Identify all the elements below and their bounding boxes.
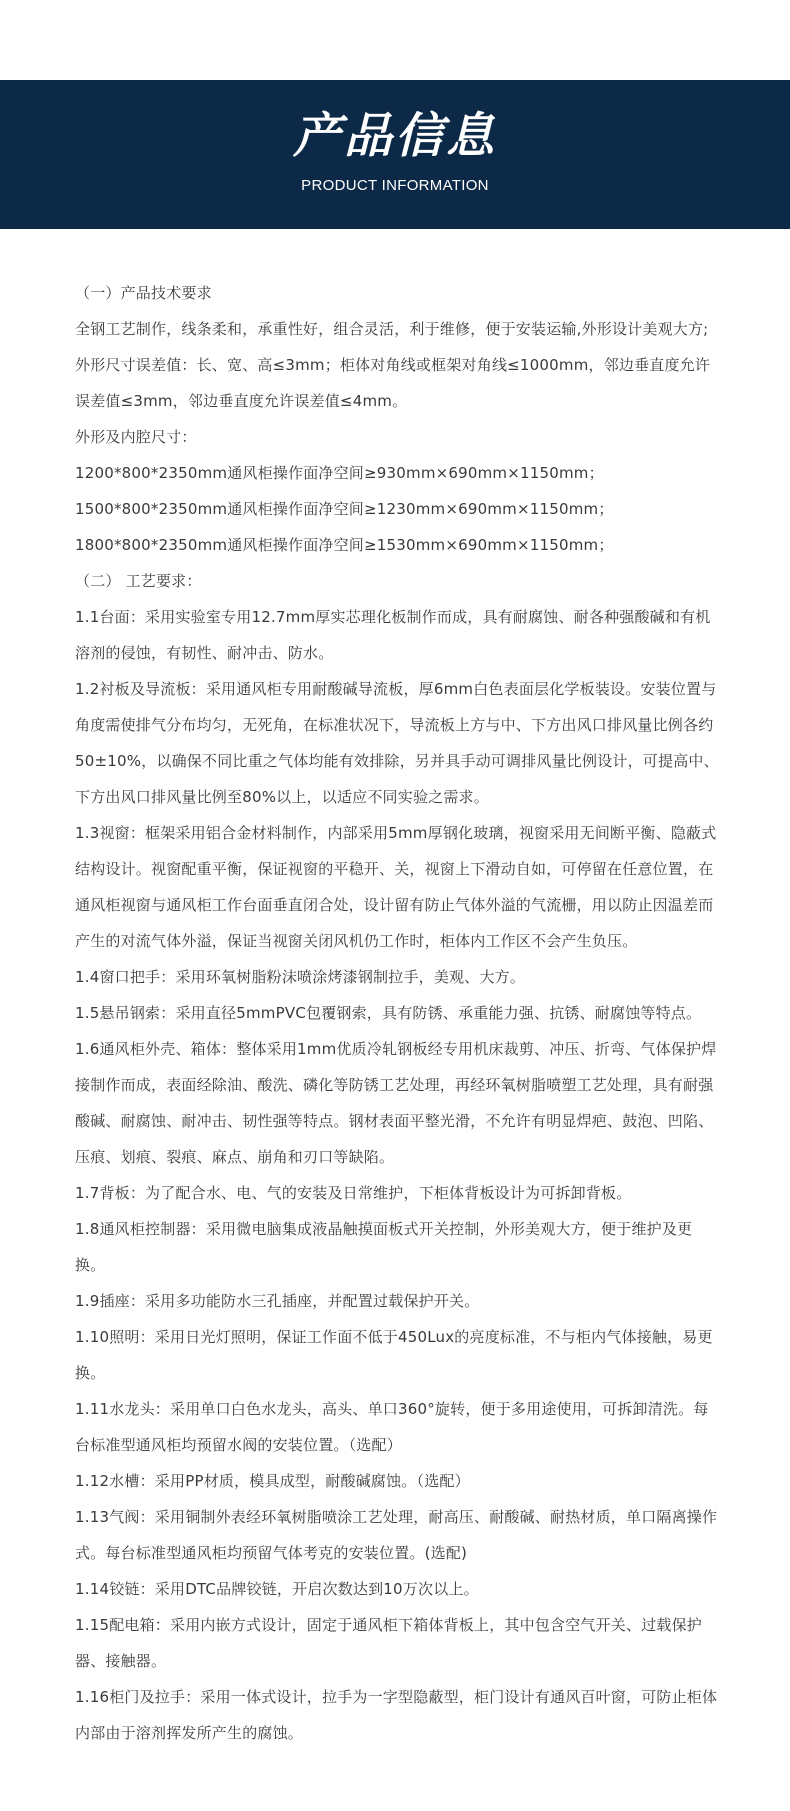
spec-item-sash: 1.3视窗：框架采用铝合金材料制作，内部采用5mm厚钢化玻璃，视窗采用无间断平衡、隐蔽式结构设计。视窗配重平衡，保证视窗的平稳开、关，视窗上下滑动自如，可停留在任意位置，在通风柜视窗与通风柜工作台面垂直闭合处，设计留有防止气体外溢的气流栅，用以防止因温差而产生的对流气体外溢，保证当视窗关闭风机仍工作时，柜体内工作区不会产生负压。	[75, 824, 717, 950]
product-spec-body	[0, 229, 790, 1751]
spec-item-socket: 1.9插座：采用多功能防水三孔插座，并配置过载保护开关。	[75, 1292, 480, 1310]
top-whitespace	[0, 0, 790, 80]
spec-item-gas-valve: 1.13气阀：采用铜制外表经环氧树脂喷涂工艺处理，耐高压、耐酸碱、耐热材质，单口隔离操作式。每台标准型通风柜均预留气体考克的安装位置。(选配)	[75, 1508, 718, 1562]
spec-item-cable: 1.5悬吊钢索：采用直径5mmPVC包覆钢索，具有防锈、承重能力强、抗锈、耐腐蚀等特点。	[75, 1004, 702, 1022]
banner-title: 产品信息	[292, 108, 497, 164]
spec-item-lighting: 1.10照明：采用日光灯照明，保证工作面不低于450Lux的亮度标准，不与柜内气体接触，易更换。	[75, 1328, 713, 1382]
spec-item-distribution-box: 1.15配电箱：采用内嵌方式设计，固定于通风柜下箱体背板上，其中包含空气开关、过载保护器、接触器。	[75, 1616, 703, 1670]
spec-item-controller: 1.8通风柜控制器：采用微电脑集成液晶触摸面板式开关控制，外形美观大方，便于维护及更换。	[75, 1220, 693, 1274]
spec-item-door-handle: 1.16柜门及拉手：采用一体式设计，拉手为一字型隐蔽型，柜门设计有通风百叶窗，可防止柜体内部由于溶剂挥发所产生的腐蚀。	[75, 1688, 718, 1742]
banner-subtitle: PRODUCT INFORMATION	[301, 177, 489, 194]
section-banner	[0, 80, 790, 229]
spec-item-backplate: 1.7背板：为了配合水、电、气的安装及日常维护，下柜体背板设计为可拆卸背板。	[75, 1184, 632, 1202]
spec-item-faucet: 1.11水龙头：采用单口白色水龙头，高头、单口360°旋转，便于多用途使用，可拆卸清洗。每台标准型通风柜均预留水阀的安装位置。（选配）	[75, 1400, 709, 1454]
spec-item-sink: 1.12水槽：采用PP材质，模具成型，耐酸碱腐蚀。（选配）	[75, 1472, 470, 1490]
spec-item-baffle: 1.2衬板及导流板：采用通风柜专用耐酸碱导流板，厚6mm白色表面层化学板装设。安装位置与角度需使排气分布均匀，无死角，在标准状况下，导流板上方与中、下方出风口排风量比例各约50±10%，以确保不同比重之气体均能有效排除，另并具手动可调排风量比例设计，可提高中、下方出风口排风量比例至80%以上，以适应不同实验之需求。	[75, 680, 719, 806]
dimension-line-1200: 1200*800*2350mm通风柜操作面净空间≥930mm×690mm×1150mm；	[75, 464, 604, 482]
spec-item-handle: 1.4窗口把手：采用环氧树脂粉沫喷涂烤漆钢制拉手，美观、大方。	[75, 968, 526, 986]
spec-item-countertop: 1.1台面：采用实验室专用12.7mm厚实芯理化板制作而成，具有耐腐蚀、耐各种强酸碱和有机溶剂的侵蚀，有韧性、耐冲击、防水。	[75, 608, 711, 662]
spec-item-hinge: 1.14铰链：采用DTC品牌铰链，开启次数达到10万次以上。	[75, 1580, 479, 1598]
spec-item-shell: 1.6通风柜外壳、箱体：整体采用1mm优质冷轧钢板经专用机床裁剪、冲压、折弯、气体保护焊接制作而成，表面经除油、酸洗、磷化等防锈工艺处理，再经环氧树脂喷塑工艺处理，具有耐强酸碱、耐腐蚀、耐冲击、韧性强等特点。钢材表面平整光滑，不允许有明显焊疤、鼓泡、凹陷、压痕、划痕、裂痕、麻点、崩角和刃口等缺陷。	[75, 1040, 717, 1166]
spec-paragraph-general: 全钢工艺制作，线条柔和，承重性好，组合灵活，利于维修，便于安装运输,外形设计美观大方;外形尺寸误差值：长、宽、高≤3mm；柜体对角线或框架对角线≤1000mm，邻边垂直度允许误差值≤3mm，邻边垂直度允许误差值≤4mm。	[75, 320, 711, 410]
dimensions-heading: 外形及内腔尺寸：	[75, 428, 197, 446]
section-heading-process: （二） 工艺要求：	[75, 572, 202, 590]
dimension-line-1800: 1800*800*2350mm通风柜操作面净空间≥1530mm×690mm×1150mm；	[75, 536, 614, 554]
section-heading-tech: （一）产品技术要求	[75, 284, 212, 302]
dimension-line-1500: 1500*800*2350mm通风柜操作面净空间≥1230mm×690mm×1150mm；	[75, 500, 614, 518]
